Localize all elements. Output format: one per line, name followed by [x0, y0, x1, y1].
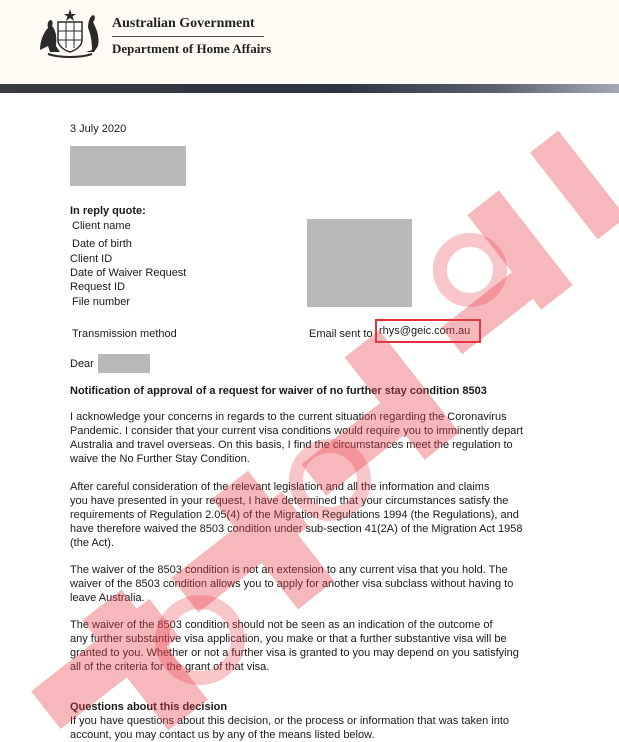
field-client-name: Client name: [72, 220, 131, 232]
header-band: [0, 84, 619, 93]
paragraph-line: Pandemic. I consider that your current visa conditions would require you to imminently depart: [70, 425, 524, 437]
paragraph-line: any further substantive visa application, you make or that a further substantive visa will be: [70, 633, 507, 645]
paragraph-acknowledgement: [70, 410, 550, 466]
coat-of-arms-icon: [34, 6, 106, 60]
email-highlight-box: [375, 319, 481, 343]
field-client-id: Client ID: [70, 253, 113, 265]
salutation: Dear: [70, 358, 94, 370]
questions-heading: Questions about this decision: [70, 701, 228, 713]
transmission-method-label: Transmission method: [72, 328, 177, 340]
letterhead: [0, 0, 619, 86]
paragraph-line: leave Australia.: [70, 592, 145, 604]
department-name: Department of Home Affairs: [112, 41, 272, 56]
government-name: Australian Government: [112, 16, 255, 31]
redacted-recipient-name: [98, 354, 150, 373]
paragraph-line: account, you may contact us by any of the means listed below.: [70, 729, 375, 741]
header-divider: [112, 36, 264, 37]
field-request-id: Request ID: [70, 281, 126, 293]
paragraph-line: The waiver of the 8503 condition should not be seen as an indication of the outcome of: [70, 619, 493, 631]
paragraph-line: have therefore waived the 8503 condition under sub-section 41(2A) of the Migration Act 1958: [70, 523, 523, 535]
paragraph-line: I acknowledge your concerns in regards to the current situation regarding the Coronavirus: [70, 411, 507, 423]
redacted-client-details: [307, 219, 412, 307]
paragraph-line: you have presented in your request, I have determined that your circumstances satisfy the: [70, 495, 509, 507]
paragraph-line: The waiver of the 8503 condition is not an extension to any current visa that you hold. The: [70, 564, 508, 576]
paragraph-line: (the Act).: [70, 537, 115, 549]
paragraph-line: waive the No Further Stay Condition.: [70, 453, 250, 465]
field-waiver-request-date: Date of Waiver Request: [70, 267, 187, 279]
reply-quote-heading: In reply quote:: [70, 205, 146, 217]
paragraph-determination: [70, 480, 550, 550]
paragraph-line: all of the criteria for the grant of that visa.: [70, 661, 270, 673]
paragraph-waiver-scope: [70, 563, 550, 605]
paragraph-outcome-notice: [70, 618, 550, 674]
letter-subject: Notification of approval of a request for waiver of no further stay condition 8503: [70, 385, 487, 397]
field-date-of-birth: Date of birth: [72, 238, 132, 250]
paragraph-line: waiver of the 8503 condition allows you to apply for another visa subclass without having to: [70, 578, 514, 590]
field-file-number: File number: [72, 296, 131, 308]
email-sent-label: Email sent to: [309, 328, 373, 340]
questions-paragraph: [70, 714, 550, 742]
letter-date: 3 July 2020: [70, 123, 127, 135]
redacted-address: [70, 146, 186, 186]
paragraph-line: requirements of Regulation 2.05(4) of the Migration Regulations 1994 (the Regulations), and: [70, 509, 519, 521]
paragraph-line: After careful consideration of the relevant legislation and all the information and claims: [70, 481, 490, 493]
email-address: rhys@geic.com.au: [379, 325, 471, 337]
paragraph-line: Australia and travel overseas. On this basis, I find the circumstances meet the regulation to: [70, 439, 513, 451]
paragraph-line: If you have questions about this decision, or the process or information that was taken into: [70, 715, 510, 727]
paragraph-line: granted to you. Whether or not a further visa is granted to you may depend on you satisfying: [70, 647, 519, 659]
